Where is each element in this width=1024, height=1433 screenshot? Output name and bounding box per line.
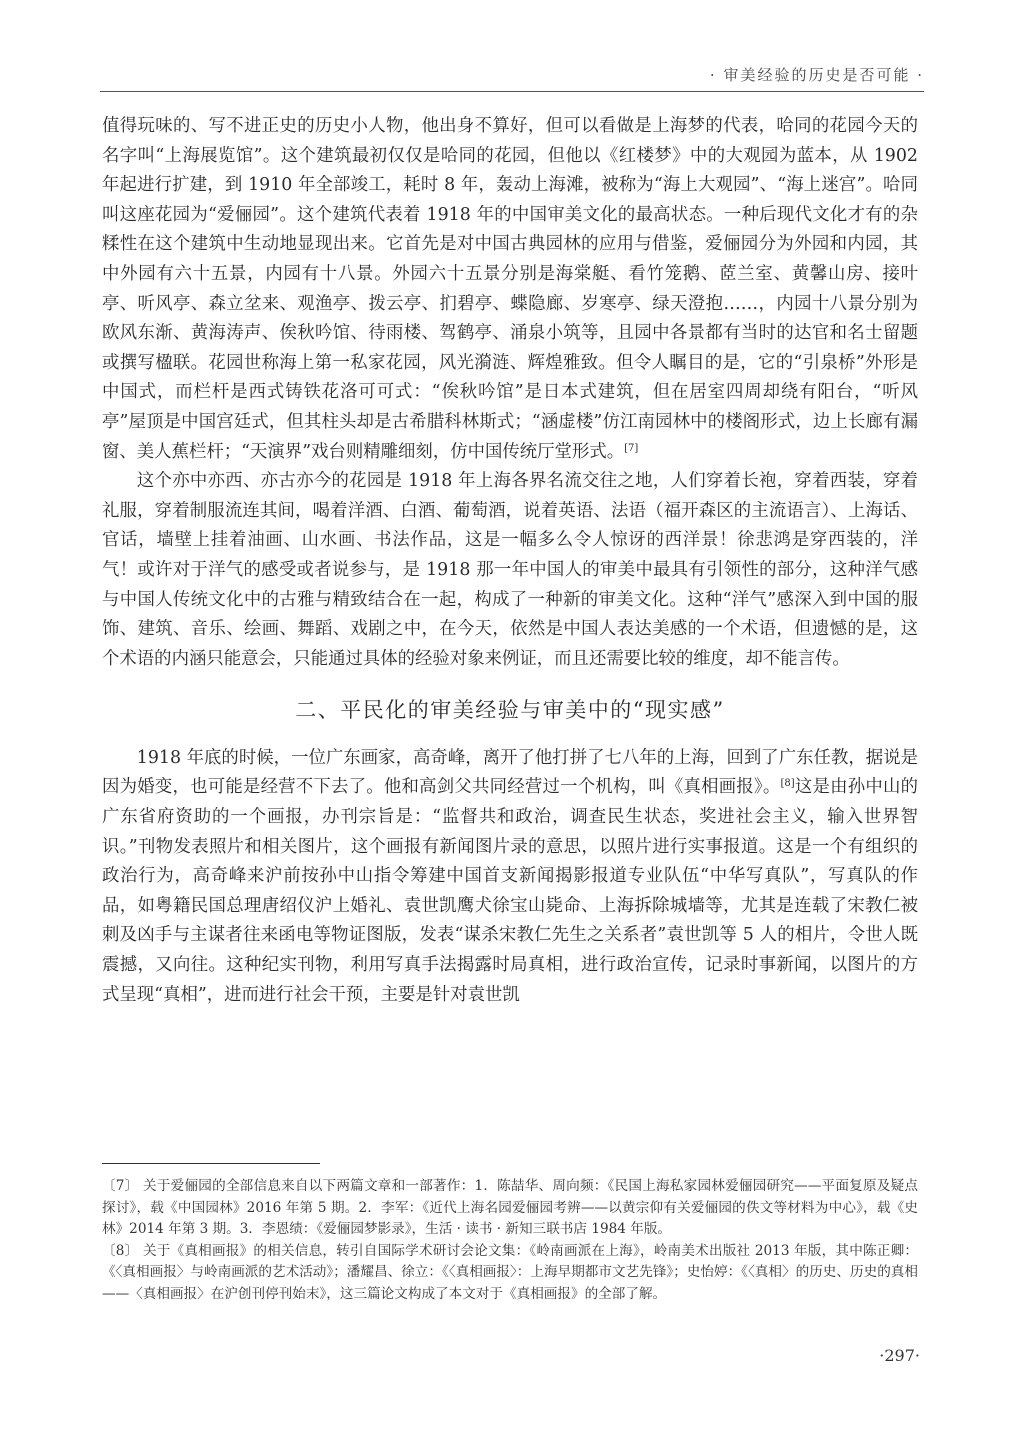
paragraph-3-text-b: 这是由孙中山的广东省府资助的一个画报，办刊宗旨是：“监督共和政治，调查民生状态，奖进社会主义，输入世界智识。”刊物发表照片和相关图片，这个画报有新闻图片录的意思，以照片进行实事报道。这是一个有组织的政治行为，高奇峰来沪前按孙中山指令筹建中国首支新闻揭影报道专业队伍“中华写真队”，写真队的作品，如粤籍民国总理唐绍仪沪上婚礼、袁世凯鹰犬徐宝山毙命、上海拆除城墙等，尤其是连载了宋教仁被刺及凶手与主谋者往来函电等物证图版，发表“谋杀宋教仁先生之关系者”袁世凯等 5 人的相片，令世人既震撼，又向往。这种纪实刊物，利用写真手法揭露时局真相，进行政治宣传，记录时事新闻，以图片的方式呈现“真相”，进而进行社会干预，主要是针对袁世凯 (102, 777, 918, 1005)
section-heading: 二、平民化的审美经验与审美中的“现实感” (295, 698, 725, 723)
footnotes (102, 1176, 918, 1306)
footnote-ref-8[interactable]: [8] (780, 778, 795, 790)
page-number: ·297· (879, 1346, 920, 1365)
paragraph-2: 这个亦中亦西、亦古亦今的花园是 1918 年上海各界名流交往之地，人们穿着长袍，穿着西装，穿着礼服，穿着制服流连其间，喝着洋酒、白酒、葡萄酒，说着英语、法语（福开森区的主流语言）、上海话、官话，墙壁上挂着油画、山水画、书法作品，这是一幅多么令人惊讶的西洋景！徐悲鸿是穿西装的，洋气！或许对于洋气的感受或者说参与，是 1918 那一年中国人的审美中最具有引领性的部分，这种洋气感与中国人传统文化中的古雅与精致结合在一起，构成了一种新的审美文化。这种“洋气”感深入到中国的服饰、建筑、音乐、绘画、舞蹈、戏剧之中，在今天，依然是中国人表达美感的一个术语，但遗憾的是，这个术语的内涵只能意会，只能通过具体的经验对象来例证，而且还需要比较的维度，却不能言传。 (102, 471, 918, 669)
paragraph-3 (102, 744, 918, 1010)
footnote-ref-7[interactable]: [7] (624, 442, 639, 454)
footnote-rule (102, 1163, 320, 1164)
header-rule (100, 91, 924, 92)
body-text (102, 112, 918, 1010)
paragraph-1-text: 值得玩味的、写不进正史的历史小人物，他出身不算好，但可以看做是上海梦的代表，哈同的花园今天的名字叫“上海展览馆”。这个建筑最初仅仅是哈同的花园，但他以《红楼梦》中的大观园为蓝本，从 1902 年起进行扩建，到 1910 年全部竣工，耗时 8 年，轰动上海滩，被称为“海上大观园”、“海上迷宫”。哈同叫这座花园为“爱俪园”。这个建筑代表着 1918 年的中国审美文化的最高状态。一种后现代文化才有的杂糅性在这个建筑中生动地显现出来。它首先是对中国古典园林的应用与借鉴，爱俪园分为外园和内园，其中外园有六十五景，内园有十八景。外园六十五景分别是海棠艇、看竹笼鹅、茝兰室、黄馨山房、接叶亭、听风亭、森立坌来、观渔亭、拨云亭、扪碧亭、蝶隐廊、岁寒亭、绿天澄抱……，内园十八景分别为欧风东渐、黄海涛声、俟秋吟馆、待雨楼、驾鹤亭、涌泉小筑等，且园中各景都有当时的达官和名士留题或撰写楹联。花园世称海上第一私家花园，风光漪涟、辉煌雅致。但令人瞩目的是，它的“引泉桥”外形是中国式，而栏杆是西式铸铁花洛可可式：“俟秋吟馆”是日本式建筑，但在居室四周却绕有阳台，“听风亭”屋顶是中国宫廷式，但其柱头却是古希腊科林斯式；“涵虚楼”仿江南园林中的楼阁形式，边上长廊有漏窗、美人蕉栏杆；“天演界”戏台则精雕细刻，仿中国传统厅堂形式。 (102, 116, 918, 462)
running-head: · 审美经验的历史是否可能 · (709, 66, 924, 84)
paragraph-3-text-a: 1918 年底的时候，一位广东画家，高奇峰，离开了他打拼了七八年的上海，回到了广东任教，据说是因为婚变，也可能是经营不下去了。他和高剑父共同经营过一个机构，叫《真相画报》。 (102, 747, 918, 798)
footnote-7: 〔7〕 关于爱俪园的全部信息来自以下两篇文章和一部著作：1．陈喆华、周向频：《民国上海私家园林爱俪园研究——平面复原及疑点探讨》，载《中国园林》2016 年第 5 期。2．李军：《近代上海名园爱俪园考辨——以黄宗仰有关爱俪园的佚文等材料为中心》，载《史林》2014 年第 3 期。3．李恩绩：《爱俪园梦影录》，生活 · 读书 · 新知三联书店 1984 年版。 (102, 1178, 918, 1238)
paragraph-1 (102, 112, 918, 467)
footnote-8: 〔8〕 关于《真相画报》的相关信息，转引自国际学术研讨会论文集：《岭南画派在上海》，岭南美术出版社 2013 年版，其中陈正卿：《〈真相画报〉与岭南画派的艺术活动》；潘耀昌、徐立：《〈真相画报〉：上海早期都市文艺先锋》；史怡婷：《〈真相〉的历史、历史的真相——〈真相画报〉在沪创刊停刊始末》，这三篇论文构成了本文对于《真相画报》的全部了解。 (102, 1242, 918, 1302)
